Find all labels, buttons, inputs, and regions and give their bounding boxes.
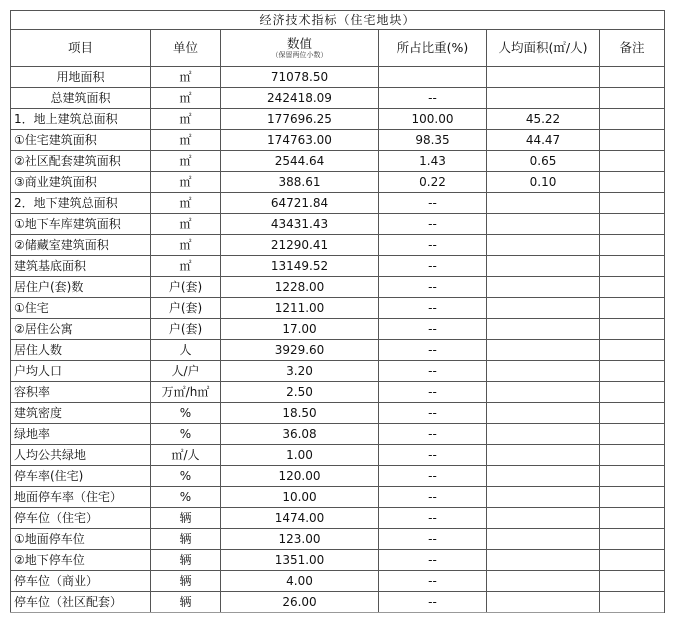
row-value: 1.00 (221, 445, 379, 466)
row-remark (600, 193, 665, 214)
row-per-capita (487, 256, 600, 277)
row-unit: ㎡ (151, 256, 221, 277)
row-value: 120.00 (221, 466, 379, 487)
row-per-capita (487, 340, 600, 361)
row-remark (600, 172, 665, 193)
row-value: 123.00 (221, 529, 379, 550)
row-ratio: -- (379, 214, 487, 235)
header-row (11, 30, 665, 67)
row-remark (600, 319, 665, 340)
table-title: 经济技术指标（住宅地块） (11, 11, 665, 30)
row-ratio: -- (379, 298, 487, 319)
row-per-capita (487, 403, 600, 424)
row-ratio: -- (379, 592, 487, 613)
row-remark (600, 403, 665, 424)
row-unit: % (151, 487, 221, 508)
row-remark (600, 424, 665, 445)
row-remark (600, 88, 665, 109)
header-value (221, 30, 379, 67)
row-per-capita (487, 550, 600, 571)
row-ratio: -- (379, 508, 487, 529)
row-per-capita: 45.22 (487, 109, 600, 130)
row-ratio: -- (379, 571, 487, 592)
row-unit: ㎡ (151, 214, 221, 235)
row-remark (600, 67, 665, 88)
table-row (11, 256, 665, 277)
row-item: 居住人数 (11, 340, 151, 361)
row-unit: 人/户 (151, 361, 221, 382)
row-item: 停车位（商业） (11, 571, 151, 592)
row-value: 177696.25 (221, 109, 379, 130)
table-row (11, 298, 665, 319)
row-item: 地面停车率（住宅） (11, 487, 151, 508)
row-item: 2．地下建筑总面积 (11, 193, 151, 214)
row-ratio: -- (379, 382, 487, 403)
indicators-table (10, 10, 665, 613)
row-unit: % (151, 424, 221, 445)
row-ratio: 98.35 (379, 130, 487, 151)
row-remark (600, 130, 665, 151)
row-unit: ㎡ (151, 130, 221, 151)
row-remark (600, 487, 665, 508)
row-ratio: -- (379, 193, 487, 214)
table-row (11, 466, 665, 487)
row-remark (600, 340, 665, 361)
row-remark (600, 235, 665, 256)
row-per-capita (487, 571, 600, 592)
table-row (11, 403, 665, 424)
row-item: ①地下车库建筑面积 (11, 214, 151, 235)
row-per-capita (487, 277, 600, 298)
row-ratio: -- (379, 403, 487, 424)
row-unit: ㎡ (151, 172, 221, 193)
row-unit: 户(套) (151, 298, 221, 319)
table-row (11, 487, 665, 508)
row-unit: ㎡ (151, 235, 221, 256)
table-row (11, 277, 665, 298)
row-unit: ㎡/人 (151, 445, 221, 466)
row-per-capita (487, 235, 600, 256)
row-value: 1474.00 (221, 508, 379, 529)
table-row (11, 151, 665, 172)
row-ratio: -- (379, 466, 487, 487)
row-ratio: -- (379, 361, 487, 382)
row-value: 2.50 (221, 382, 379, 403)
row-unit: 辆 (151, 508, 221, 529)
row-ratio: -- (379, 88, 487, 109)
row-value: 13149.52 (221, 256, 379, 277)
row-remark (600, 571, 665, 592)
row-unit: 辆 (151, 529, 221, 550)
row-item: ①住宅建筑面积 (11, 130, 151, 151)
title-row (11, 11, 665, 30)
row-value: 36.08 (221, 424, 379, 445)
header-item: 项目 (11, 30, 151, 67)
row-unit: 户(套) (151, 319, 221, 340)
row-item: 户均人口 (11, 361, 151, 382)
row-remark (600, 550, 665, 571)
header-remark: 备注 (600, 30, 665, 67)
row-value: 21290.41 (221, 235, 379, 256)
row-item: 总建筑面积 (11, 88, 151, 109)
header-unit: 单位 (151, 30, 221, 67)
row-per-capita (487, 88, 600, 109)
row-remark (600, 109, 665, 130)
row-per-capita: 0.65 (487, 151, 600, 172)
table-row (11, 172, 665, 193)
row-per-capita: 44.47 (487, 130, 600, 151)
row-per-capita (487, 214, 600, 235)
row-ratio: -- (379, 424, 487, 445)
table-row (11, 382, 665, 403)
row-value: 64721.84 (221, 193, 379, 214)
row-value: 3929.60 (221, 340, 379, 361)
row-unit: ㎡ (151, 151, 221, 172)
row-item: ③商业建筑面积 (11, 172, 151, 193)
row-remark (600, 529, 665, 550)
row-item: 建筑密度 (11, 403, 151, 424)
row-remark (600, 256, 665, 277)
row-remark (600, 466, 665, 487)
row-per-capita (487, 193, 600, 214)
row-value: 1228.00 (221, 277, 379, 298)
table-row (11, 235, 665, 256)
row-ratio: 100.00 (379, 109, 487, 130)
row-ratio (379, 67, 487, 88)
row-item: ①住宅 (11, 298, 151, 319)
row-item: ②居住公寓 (11, 319, 151, 340)
row-ratio: -- (379, 340, 487, 361)
table-row (11, 592, 665, 613)
row-value: 26.00 (221, 592, 379, 613)
row-remark (600, 361, 665, 382)
row-value: 1351.00 (221, 550, 379, 571)
table-row (11, 361, 665, 382)
table-row (11, 508, 665, 529)
row-per-capita: 0.10 (487, 172, 600, 193)
table-row (11, 88, 665, 109)
row-value: 2544.64 (221, 151, 379, 172)
row-unit: 人 (151, 340, 221, 361)
table-row (11, 214, 665, 235)
table-row (11, 550, 665, 571)
table-row (11, 130, 665, 151)
row-ratio: 1.43 (379, 151, 487, 172)
row-item: 人均公共绿地 (11, 445, 151, 466)
row-item: 停车位（社区配套） (11, 592, 151, 613)
row-per-capita (487, 466, 600, 487)
table-row (11, 193, 665, 214)
row-ratio: -- (379, 529, 487, 550)
table-row (11, 340, 665, 361)
row-unit: 辆 (151, 571, 221, 592)
row-per-capita (487, 487, 600, 508)
row-ratio: -- (379, 550, 487, 571)
row-item: 1．地上建筑总面积 (11, 109, 151, 130)
row-ratio: -- (379, 445, 487, 466)
row-item: ②社区配套建筑面积 (11, 151, 151, 172)
header-value-label: 数值 (286, 36, 312, 51)
table-row (11, 67, 665, 88)
table-row (11, 445, 665, 466)
row-unit: ㎡ (151, 67, 221, 88)
row-per-capita (487, 592, 600, 613)
table-row (11, 529, 665, 550)
row-unit: % (151, 466, 221, 487)
row-item: 停车位（住宅） (11, 508, 151, 529)
row-item: 绿地率 (11, 424, 151, 445)
row-value: 3.20 (221, 361, 379, 382)
row-unit: % (151, 403, 221, 424)
row-value: 174763.00 (221, 130, 379, 151)
row-remark (600, 445, 665, 466)
row-value: 43431.43 (221, 214, 379, 235)
row-item: 停车率(住宅) (11, 466, 151, 487)
row-per-capita (487, 298, 600, 319)
page-bottom-line (10, 612, 664, 613)
row-item: 居住户(套)数 (11, 277, 151, 298)
row-per-capita (487, 445, 600, 466)
row-value: 71078.50 (221, 67, 379, 88)
row-value: 388.61 (221, 172, 379, 193)
row-remark (600, 298, 665, 319)
row-value: 1211.00 (221, 298, 379, 319)
row-remark (600, 592, 665, 613)
row-ratio: -- (379, 235, 487, 256)
row-per-capita (487, 529, 600, 550)
row-value: 4.00 (221, 571, 379, 592)
row-unit: 万㎡/h㎡ (151, 382, 221, 403)
row-value: 17.00 (221, 319, 379, 340)
row-item: ②储藏室建筑面积 (11, 235, 151, 256)
row-item: 建筑基底面积 (11, 256, 151, 277)
row-unit: ㎡ (151, 193, 221, 214)
header-ratio: 所占比重(%) (379, 30, 487, 67)
row-remark (600, 382, 665, 403)
row-item: ②地下停车位 (11, 550, 151, 571)
row-item: ①地面停车位 (11, 529, 151, 550)
economic-indicators-sheet (10, 10, 664, 613)
row-ratio: -- (379, 487, 487, 508)
row-remark (600, 214, 665, 235)
row-ratio: -- (379, 319, 487, 340)
row-unit: ㎡ (151, 88, 221, 109)
row-per-capita (487, 424, 600, 445)
table-row (11, 571, 665, 592)
row-unit: 户(套) (151, 277, 221, 298)
row-unit: 辆 (151, 592, 221, 613)
row-value: 242418.09 (221, 88, 379, 109)
row-value: 10.00 (221, 487, 379, 508)
row-remark (600, 151, 665, 172)
row-per-capita (487, 361, 600, 382)
row-unit: 辆 (151, 550, 221, 571)
row-item: 用地面积 (11, 67, 151, 88)
table-row (11, 319, 665, 340)
header-per-capita: 人均面积(㎡/人) (487, 30, 600, 67)
header-value-note: （保留两位小数） (271, 51, 328, 59)
table-row (11, 424, 665, 445)
row-ratio: 0.22 (379, 172, 487, 193)
row-per-capita (487, 319, 600, 340)
row-per-capita (487, 382, 600, 403)
row-value: 18.50 (221, 403, 379, 424)
row-remark (600, 277, 665, 298)
row-remark (600, 508, 665, 529)
row-item: 容积率 (11, 382, 151, 403)
row-ratio: -- (379, 256, 487, 277)
row-unit: ㎡ (151, 109, 221, 130)
row-per-capita (487, 508, 600, 529)
table-row (11, 109, 665, 130)
row-per-capita (487, 67, 600, 88)
row-ratio: -- (379, 277, 487, 298)
